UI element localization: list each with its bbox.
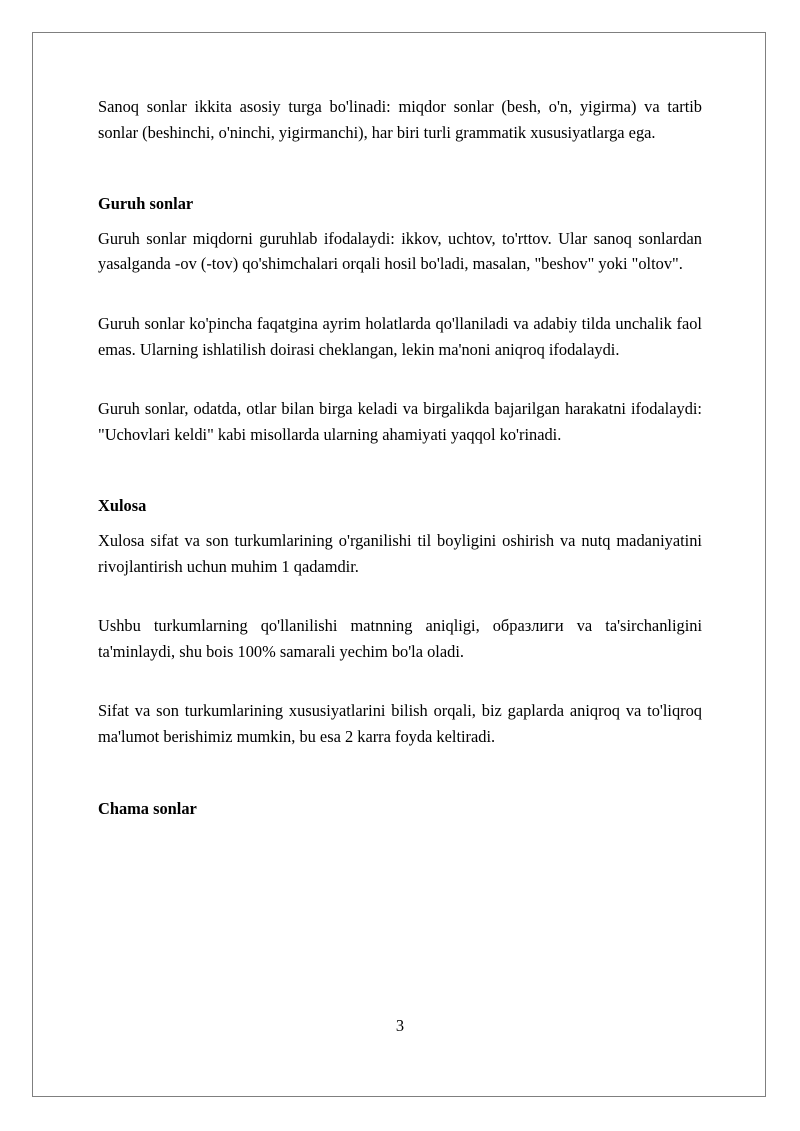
section-heading: Chama sonlar: [98, 798, 197, 818]
paragraph: Guruh sonlar miqdorni guruhlab ifodalaydi: ikkov, uchtov, to'rttov. Ular sanoq sonlardan yasalganda -ov (-tov) qo'shimchalari orqali hosil bo'ladi, masalan, "beshov" yoki "oltov".: [98, 228, 702, 274]
paragraph: Sifat va son turkumlarining xususiyatlarini bilish orqali, biz gaplarda aniqroq va to'liqroq ma'lumot berishimiz mumkin, bu esa 2 karra foyda keltiradi.: [98, 701, 702, 746]
page-content: [98, 94, 702, 821]
section-heading: Xulosa: [98, 496, 147, 516]
paragraph: Ushbu turkumlarning qo'llanilishi matnning aniqligi, образлиги va ta'sirchanligini ta'minlaydi, shu bois 100% samarali yechim bo'la oladi.: [98, 616, 702, 661]
section-heading: Guruh sonlar: [98, 194, 194, 214]
page-number: 3: [395, 1016, 405, 1035]
paragraph: Sanoq sonlar ikkita asosiy turga bo'linadi: miqdor sonlar (besh, o'n, yigirma) va tartib sonlar (beshinchi, o'ninchi, yigirmanchi), har biri turli grammatik xususiyatlarga ega.: [98, 97, 702, 142]
paragraph: Guruh sonlar, odatda, otlar bilan birga keladi va birgalikda bajarilgan harakatni ifodalaydi: "Uchovlari keldi" kabi misollarda ularning ahamiyati yaqqol ko'rinadi.: [98, 399, 702, 444]
paragraph: Guruh sonlar ko'pincha faqatgina ayrim holatlarda qo'llaniladi va adabiy tilda unchalik faol emas. Ularning ishlatilish doirasi cheklangan, lekin ma'noni aniqroq ifodalaydi.: [98, 313, 702, 359]
paragraph: Xulosa sifat va son turkumlarining o'rganilishi til boyligini oshirish va nutq madaniyatini rivojlantirish uchun muhim 1 qadamdir.: [98, 530, 702, 576]
